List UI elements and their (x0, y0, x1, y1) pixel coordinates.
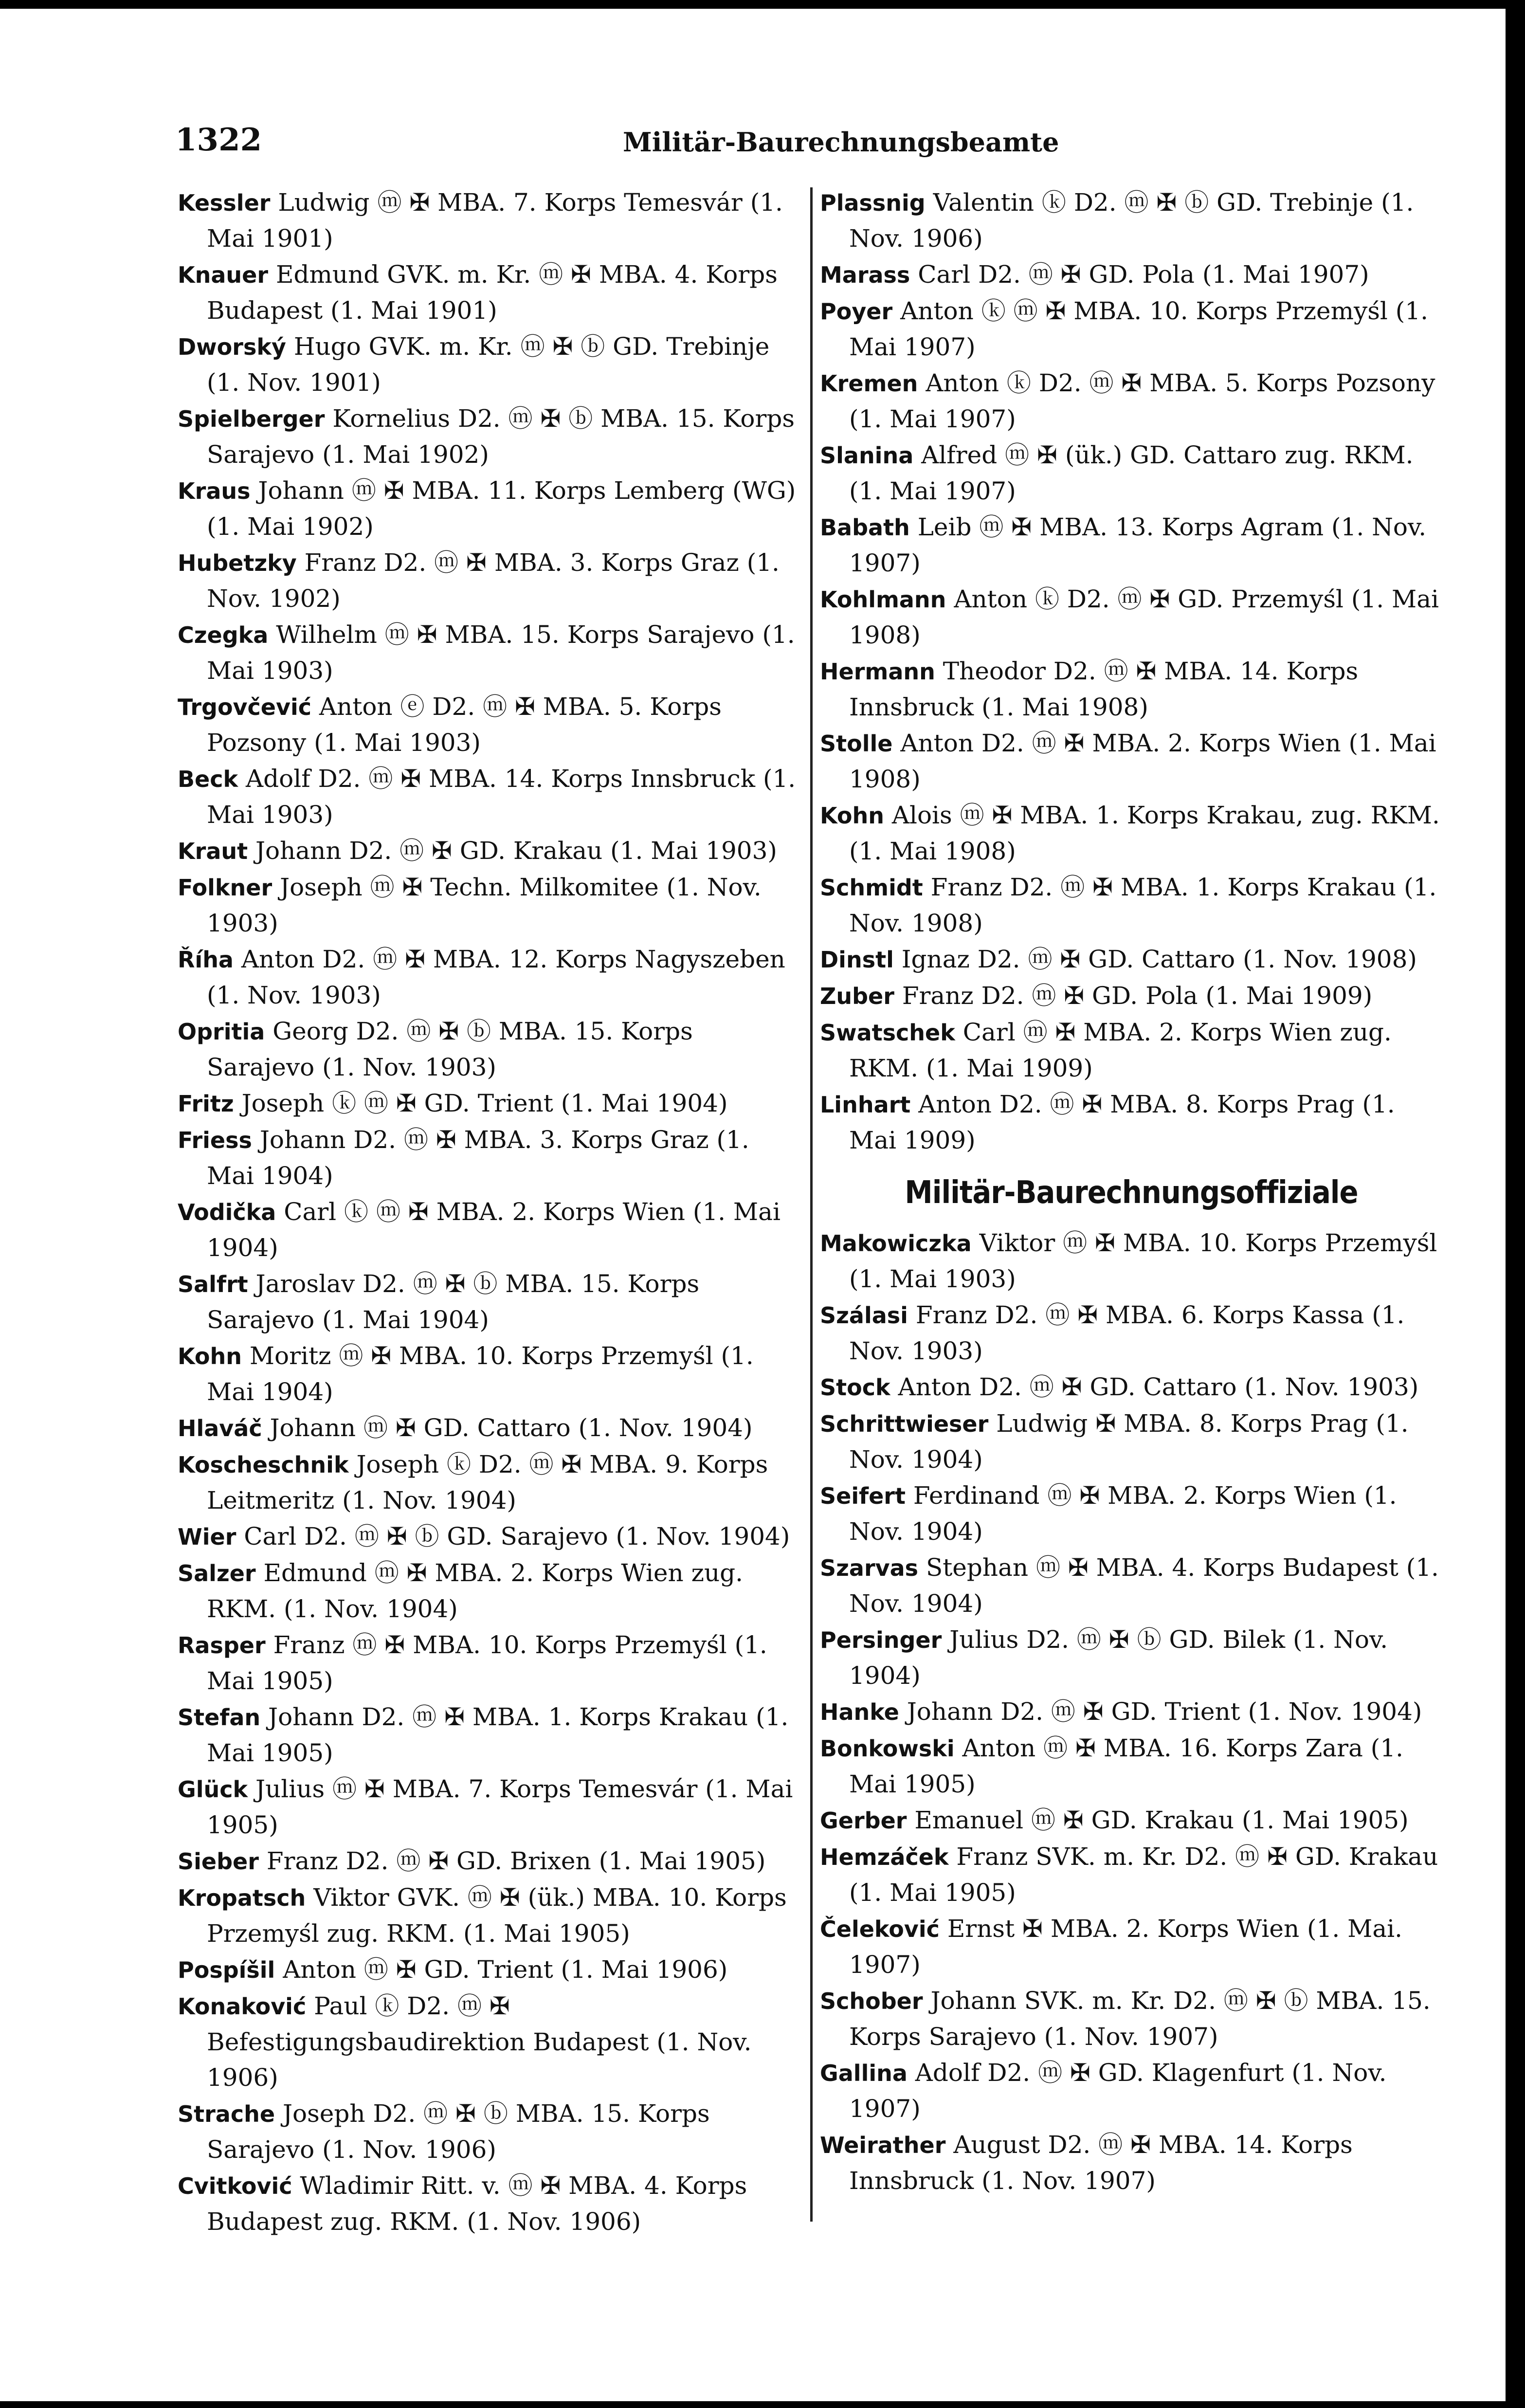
scan-border-top (0, 0, 1525, 9)
entry-surname: Stefan (178, 1704, 261, 1731)
entry-details: Joseph D2. ⓜ ✠ ⓑ MBA. 15. Korps Sarajevo (1. Nov. 1906) (207, 2099, 710, 2164)
register-entry (820, 1839, 1443, 1911)
entry-surname: Gallina (820, 2060, 908, 2086)
entry-details: Ferdinand ⓜ ✠ MBA. 2. Korps Wien (1. Nov. 1904) (849, 1481, 1397, 1546)
entry-details: Ernst ✠ MBA. 2. Korps Wien (1. Mai. 1907) (849, 1915, 1403, 1979)
register-entry (820, 365, 1443, 437)
entry-surname: Cvitković (178, 2173, 292, 2199)
entry-surname: Plassnig (820, 190, 926, 216)
entry-surname: Hubetzky (178, 550, 297, 576)
entry-details: Carl D2. ⓜ ✠ ⓑ GD. Sarajevo (1. Nov. 1904) (244, 1522, 790, 1551)
register-entry (820, 798, 1443, 869)
entry-details: Joseph ⓜ ✠ Techn. Milkomitee (1. Nov. 1903) (207, 873, 762, 937)
register-entry (820, 438, 1443, 509)
register-entry (178, 1555, 800, 1627)
register-entry (178, 1519, 800, 1555)
register-entry (820, 1731, 1443, 1802)
entry-surname: Babath (820, 514, 910, 541)
entry-details: Leib ⓜ ✠ MBA. 13. Korps Agram (1. Nov. 1907) (849, 513, 1427, 577)
page-header (175, 122, 1450, 165)
entry-details: Emanuel ⓜ ✠ GD. Krakau (1. Mai 1905) (914, 1806, 1409, 1834)
register-entry (820, 1550, 1443, 1622)
entry-surname: Dinstl (820, 947, 894, 973)
entry-surname: Weirather (820, 2132, 946, 2158)
entry-details: Viktor GVK. ⓜ ✠ (ük.) MBA. 10. Korps Przemyśl zug. RKM. (1. Mai 1905) (207, 1883, 787, 1948)
entry-surname: Czegka (178, 622, 269, 648)
entry-details: Franz D2. ⓜ ✠ GD. Pola (1. Mai 1909) (902, 982, 1373, 1010)
register-entry (178, 1194, 800, 1266)
register-entry (820, 1297, 1443, 1369)
entry-details: Carl D2. ⓜ ✠ GD. Pola (1. Mai 1907) (918, 260, 1369, 289)
scan-border-bottom (0, 2401, 1525, 2408)
entry-details: Valentin ⓚ D2. ⓜ ✠ ⓑ GD. Trebinje (1. Nov. 1906) (849, 188, 1414, 253)
register-entry (820, 978, 1443, 1014)
entry-details: Johann ⓜ ✠ MBA. 11. Korps Lemberg (WG) (1. Mai 1902) (207, 476, 796, 541)
entry-surname: Seifert (820, 1483, 906, 1509)
entry-surname: Dworský (178, 334, 286, 360)
register-entry (178, 1627, 800, 1699)
register-entry (178, 1699, 800, 1771)
entry-surname: Salfrt (178, 1271, 248, 1297)
section-heading: Militär-Baurechnungsoffiziale (905, 1175, 1358, 1211)
entry-details: Johann ⓜ ✠ GD. Cattaro (1. Nov. 1904) (270, 1414, 753, 1442)
entry-details: Anton ⓚ D2. ⓜ ✠ GD. Przemyśl (1. Mai 1908) (849, 585, 1439, 649)
register-entry (178, 473, 800, 545)
register-entry (820, 1087, 1443, 1158)
register-entry (820, 942, 1443, 978)
entry-details: Anton ⓚ ⓜ ✠ MBA. 10. Korps Przemyśl (1. Mai 1907) (849, 297, 1428, 361)
register-entry (178, 257, 800, 328)
register-entry (178, 2096, 800, 2168)
entry-surname: Slanina (820, 442, 914, 469)
register-entry (178, 833, 800, 869)
entry-surname: Szálasi (820, 1302, 908, 1329)
entry-details: Paul ⓚ D2. ⓜ ✠ Befestigungsbaudirektion Budapest (1. Nov. 1906) (207, 1992, 752, 2092)
entry-surname: Kohn (178, 1343, 242, 1369)
register-entry (820, 185, 1443, 256)
register-entry (178, 617, 800, 689)
entry-surname: Strache (178, 2101, 275, 2127)
register-entry (178, 689, 800, 761)
entry-surname: Bonkowski (820, 1735, 955, 1762)
entry-details: Edmund GVK. m. Kr. ⓜ ✠ MBA. 4. Korps Budapest (1. Mai 1901) (207, 260, 778, 325)
register-entry (820, 1694, 1443, 1730)
entry-details: Carl ⓚ ⓜ ✠ MBA. 2. Korps Wien (1. Mai 1904) (207, 1198, 781, 1262)
entry-surname: Beck (178, 766, 238, 792)
entry-details: Stephan ⓜ ✠ MBA. 4. Korps Budapest (1. Nov. 1904) (849, 1553, 1439, 1618)
register-entry (820, 1983, 1443, 2055)
entry-details: Alois ⓜ ✠ MBA. 1. Korps Krakau, zug. RKM. (1. Mai 1908) (849, 801, 1440, 865)
entry-surname: Trgovčević (178, 694, 312, 720)
entry-details: Anton D2. ⓜ ✠ MBA. 12. Korps Nagyszeben (1. Nov. 1903) (207, 945, 785, 1009)
register-entry (178, 2168, 800, 2240)
entry-surname: Konaković (178, 1993, 307, 2020)
register-entry (178, 1771, 800, 1843)
register-entry (178, 761, 800, 833)
left-column (178, 185, 800, 2240)
entry-details: Jaroslav D2. ⓜ ✠ ⓑ MBA. 15. Korps Sarajevo (1. Mai 1904) (207, 1270, 700, 1334)
entry-surname: Knauer (178, 262, 269, 288)
entry-surname: Folkner (178, 875, 272, 901)
running-head: Militär-Baurechnungsbeamte (623, 127, 1059, 158)
entry-surname: Glück (178, 1776, 248, 1803)
page-number: 1322 (175, 122, 262, 158)
register-entry (178, 1122, 800, 1194)
entry-details: Moritz ⓜ ✠ MBA. 10. Korps Przemyśl (1. Mai 1904) (207, 1342, 754, 1406)
entry-surname: Zuber (820, 983, 894, 1009)
entry-details: Franz D2. ⓜ ✠ MBA. 1. Korps Krakau (1. Nov. 1908) (849, 873, 1437, 937)
register-entry (178, 545, 800, 617)
entry-details: Anton ⓜ ✠ MBA. 16. Korps Zara (1. Mai 1905) (849, 1734, 1403, 1798)
register-entry (178, 1447, 800, 1518)
entry-details: Julius ⓜ ✠ MBA. 7. Korps Temesvár (1. Mai 1905) (207, 1775, 793, 1839)
entry-surname: Linhart (820, 1092, 911, 1118)
entry-details: Georg D2. ⓜ ✠ ⓑ MBA. 15. Korps Sarajevo (1. Nov. 1903) (207, 1017, 693, 1081)
column-divider (810, 187, 813, 2222)
entry-details: Anton ⓔ D2. ⓜ ✠ MBA. 5. Korps Pozsony (1. Mai 1903) (207, 693, 722, 757)
entry-surname: Salzer (178, 1560, 256, 1587)
entry-surname: Gerber (820, 1807, 907, 1834)
entry-surname: Makowiczka (820, 1230, 972, 1257)
entry-surname: Wier (178, 1524, 236, 1550)
entry-details: Anton ⓜ ✠ GD. Trient (1. Mai 1906) (283, 1955, 728, 1984)
register-entry (178, 1843, 800, 1879)
entry-surname: Schrittwieser (820, 1411, 989, 1437)
entry-details: Edmund ⓜ ✠ MBA. 2. Korps Wien zug. RKM. (1. Nov. 1904) (207, 1559, 744, 1623)
entry-details: Anton D2. ⓜ ✠ MBA. 8. Korps Prag (1. Mai 1909) (849, 1090, 1395, 1154)
register-entry (178, 1086, 800, 1122)
entry-details: Ignaz D2. ⓜ ✠ GD. Cattaro (1. Nov. 1908) (901, 945, 1417, 973)
entry-details: Alfred ⓜ ✠ (ük.) GD. Cattaro zug. RKM. (1. Mai 1907) (849, 441, 1414, 505)
register-entry (820, 2055, 1443, 2127)
register-entry (178, 870, 800, 941)
register-entry (178, 329, 800, 401)
register-entry (820, 293, 1443, 365)
entry-details: Johann D2. ⓜ ✠ MBA. 1. Korps Krakau (1. Mai 1905) (207, 1703, 789, 1767)
entry-details: Johann D2. ⓜ ✠ MBA. 3. Korps Graz (1. Mai 1904) (207, 1126, 749, 1190)
entry-surname: Fritz (178, 1091, 234, 1117)
register-entry (820, 510, 1443, 581)
register-entry (178, 1266, 800, 1338)
register-entry (178, 1410, 800, 1446)
entry-details: August D2. ⓜ ✠ MBA. 14. Korps Innsbruck (1. Nov. 1907) (849, 2131, 1353, 2195)
entry-details: Franz ⓜ ✠ MBA. 10. Korps Przemyśl (1. Mai 1905) (207, 1631, 767, 1695)
register-entry (820, 1803, 1443, 1839)
entry-surname: Swatschek (820, 1020, 955, 1046)
entry-details: Ludwig ✠ MBA. 8. Korps Prag (1. Nov. 1904) (849, 1409, 1409, 1474)
register-entry (178, 1014, 800, 1085)
entry-details: Johann D2. ⓜ ✠ GD. Trient (1. Nov. 1904) (907, 1697, 1422, 1726)
register-entry (178, 942, 800, 1013)
entry-surname: Stock (820, 1374, 890, 1401)
register-entry (820, 1911, 1443, 1983)
entry-surname: Schober (820, 1988, 923, 2014)
register-entry (820, 1015, 1443, 1086)
entry-details: Anton ⓚ D2. ⓜ ✠ MBA. 5. Korps Pozsony (1. Mai 1907) (849, 369, 1435, 433)
register-entry (820, 582, 1443, 653)
entry-surname: Kraut (178, 838, 248, 864)
right-column-entries (820, 185, 1443, 1158)
register-entry (820, 1369, 1443, 1405)
entry-surname: Koscheschnik (178, 1452, 349, 1478)
right-column-entries-offiziale (820, 1225, 1443, 2199)
register-entry (178, 1338, 800, 1410)
entry-surname: Hanke (820, 1699, 899, 1725)
entry-surname: Friess (178, 1127, 252, 1153)
register-entry (820, 1225, 1443, 1297)
register-entry (178, 401, 800, 473)
register-entry (820, 2127, 1443, 2199)
entry-details: Joseph ⓚ ⓜ ✠ GD. Trient (1. Mai 1904) (241, 1089, 728, 1117)
entry-surname: Persinger (820, 1627, 942, 1653)
register-entry (820, 870, 1443, 941)
entry-surname: Čeleković (820, 1916, 940, 1942)
entry-details: Adolf D2. ⓜ ✠ GD. Klagenfurt (1. Nov. 1907) (849, 2059, 1387, 2123)
entry-details: Carl ⓜ ✠ MBA. 2. Korps Wien zug. RKM. (1. Mai 1909) (849, 1018, 1392, 1082)
entry-details: Franz D2. ⓜ ✠ MBA. 3. Korps Graz (1. Nov. 1902) (207, 548, 780, 613)
right-column (820, 185, 1443, 2199)
entry-surname: Kropatsch (178, 1885, 306, 1911)
entry-surname: Kessler (178, 190, 271, 216)
entry-details: Viktor ⓜ ✠ MBA. 10. Korps Przemyśl (1. Mai 1903) (849, 1229, 1437, 1293)
entry-surname: Kohn (820, 803, 884, 829)
entry-surname: Szarvas (820, 1555, 919, 1581)
entry-details: Joseph ⓚ D2. ⓜ ✠ MBA. 9. Korps Leitmeritz (1. Nov. 1904) (207, 1450, 768, 1514)
entry-details: Wilhelm ⓜ ✠ MBA. 15. Korps Sarajevo (1. Mai 1903) (207, 620, 795, 685)
register-entry (178, 185, 800, 256)
entry-surname: Stolle (820, 730, 893, 757)
entry-details: Kornelius D2. ⓜ ✠ ⓑ MBA. 15. Korps Sarajevo (1. Mai 1902) (207, 404, 795, 469)
entry-surname: Spielberger (178, 406, 325, 432)
register-entry (178, 1952, 800, 1988)
entry-details: Johann D2. ⓜ ✠ GD. Krakau (1. Mai 1903) (255, 837, 777, 865)
entry-details: Wladimir Ritt. v. ⓜ ✠ MBA. 4. Korps Budapest zug. RKM. (1. Nov. 1906) (207, 2171, 747, 2236)
entry-details: Ludwig ⓜ ✠ MBA. 7. Korps Temesvár (1. Mai 1901) (207, 188, 783, 253)
entry-details: Anton D2. ⓜ ✠ GD. Cattaro (1. Nov. 1903) (898, 1373, 1419, 1401)
entry-surname: Rasper (178, 1632, 266, 1659)
entry-surname: Kohlmann (820, 586, 946, 613)
entry-surname: Schmidt (820, 875, 923, 901)
register-entry (178, 1880, 800, 1952)
entry-surname: Poyer (820, 298, 893, 325)
entry-details: Franz SVK. m. Kr. D2. ⓜ ✠ GD. Krakau (1. Mai 1905) (849, 1842, 1438, 1907)
register-entry (820, 726, 1443, 797)
entry-details: Franz D2. ⓜ ✠ GD. Brixen (1. Mai 1905) (266, 1847, 766, 1875)
entry-surname: Hermann (820, 658, 935, 685)
entry-surname: Marass (820, 262, 910, 288)
entry-details: Adolf D2. ⓜ ✠ MBA. 14. Korps Innsbruck (1. Mai 1903) (207, 765, 796, 829)
entry-surname: Vodička (178, 1199, 276, 1225)
register-entry (820, 1478, 1443, 1550)
entry-surname: Říha (178, 947, 234, 973)
entry-details: Julius D2. ⓜ ✠ ⓑ GD. Bilek (1. Nov. 1904) (849, 1625, 1388, 1690)
register-entry (820, 654, 1443, 725)
entry-details: Franz D2. ⓜ ✠ MBA. 6. Korps Kassa (1. Nov. 1903) (849, 1301, 1405, 1365)
register-entry (178, 1988, 800, 2096)
entry-surname: Kraus (178, 478, 251, 504)
entry-surname: Kremen (820, 370, 918, 397)
register-entry (820, 257, 1443, 293)
entry-details: Johann SVK. m. Kr. D2. ⓜ ✠ ⓑ MBA. 15. Korps Sarajevo (1. Nov. 1907) (849, 1987, 1431, 2051)
register-entry (820, 1622, 1443, 1694)
entry-surname: Sieber (178, 1848, 259, 1875)
entry-surname: Pospíšil (178, 1957, 275, 1983)
entry-details: Theodor D2. ⓜ ✠ MBA. 14. Korps Innsbruck (1. Mai 1908) (849, 657, 1359, 721)
entry-details: Hugo GVK. m. Kr. ⓜ ✠ ⓑ GD. Trebinje (1. Nov. 1901) (207, 332, 770, 397)
entry-surname: Hemzáček (820, 1844, 949, 1870)
scan-border-right (1506, 0, 1525, 2408)
register-entry (820, 1406, 1443, 1478)
entry-surname: Hlaváč (178, 1415, 262, 1441)
entry-details: Anton D2. ⓜ ✠ MBA. 2. Korps Wien (1. Mai 1908) (849, 729, 1436, 793)
entry-surname: Opritia (178, 1019, 265, 1045)
